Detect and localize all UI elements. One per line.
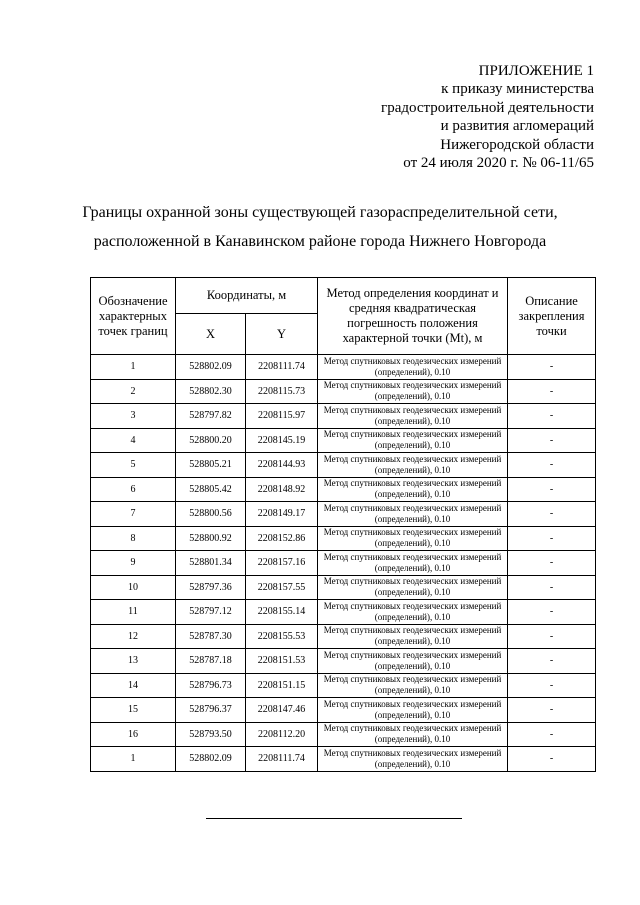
cell-method: Метод спутниковых геодезических измерений (определений), 0.10 xyxy=(318,551,508,576)
header-coordinates: Координаты, м xyxy=(176,278,318,314)
cell-method: Метод спутниковых геодезических измерений (определений), 0.10 xyxy=(318,722,508,747)
cell-x: 528800.56 xyxy=(176,502,246,527)
cell-description: - xyxy=(508,428,596,453)
appendix-header xyxy=(381,62,594,172)
footer-divider xyxy=(206,818,462,819)
table-row xyxy=(91,575,596,600)
coordinates-table xyxy=(90,277,596,772)
cell-description: - xyxy=(508,624,596,649)
cell-y: 2208151.53 xyxy=(246,649,318,674)
table-row xyxy=(91,624,596,649)
cell-description: - xyxy=(508,575,596,600)
table-row xyxy=(91,673,596,698)
appendix-line: от 24 июля 2020 г. № 06-11/65 xyxy=(403,155,594,172)
cell-description: - xyxy=(508,600,596,625)
cell-point: 1 xyxy=(91,747,176,772)
table-row xyxy=(91,722,596,747)
cell-y: 2208155.53 xyxy=(246,624,318,649)
header-y: Y xyxy=(246,314,318,355)
cell-y: 2208151.15 xyxy=(246,673,318,698)
cell-method: Метод спутниковых геодезических измерений (определений), 0.10 xyxy=(318,453,508,478)
header-description: Описание закрепления точки xyxy=(508,278,596,355)
document-title-line: расположенной в Канавинском районе города Нижнего Новгорода xyxy=(93,233,547,250)
cell-x: 528802.30 xyxy=(176,379,246,404)
cell-method: Метод спутниковых геодезических измерений (определений), 0.10 xyxy=(318,600,508,625)
table-row xyxy=(91,477,596,502)
cell-point: 10 xyxy=(91,575,176,600)
cell-method: Метод спутниковых геодезических измерений (определений), 0.10 xyxy=(318,355,508,380)
appendix-line: к приказу министерства xyxy=(441,81,594,98)
table-row xyxy=(91,355,596,380)
cell-point: 1 xyxy=(91,355,176,380)
cell-y: 2208152.86 xyxy=(246,526,318,551)
header-point: Обозначение характерных точек границ xyxy=(91,278,176,355)
cell-point: 14 xyxy=(91,673,176,698)
cell-x: 528796.37 xyxy=(176,698,246,723)
appendix-line: и развития агломераций xyxy=(440,118,594,135)
cell-x: 528801.34 xyxy=(176,551,246,576)
cell-x: 528802.09 xyxy=(176,747,246,772)
cell-x: 528787.30 xyxy=(176,624,246,649)
cell-method: Метод спутниковых геодезических измерений (определений), 0.10 xyxy=(318,428,508,453)
document-title xyxy=(0,198,640,256)
cell-description: - xyxy=(508,477,596,502)
cell-point: 6 xyxy=(91,477,176,502)
table-header xyxy=(91,278,596,355)
cell-x: 528793.50 xyxy=(176,722,246,747)
cell-y: 2208112.20 xyxy=(246,722,318,747)
cell-description: - xyxy=(508,673,596,698)
cell-point: 8 xyxy=(91,526,176,551)
appendix-line: градостроительной деятельности xyxy=(381,99,594,116)
cell-x: 528787.18 xyxy=(176,649,246,674)
cell-x: 528805.21 xyxy=(176,453,246,478)
appendix-line: ПРИЛОЖЕНИЕ 1 xyxy=(478,63,594,79)
table-row xyxy=(91,526,596,551)
cell-y: 2208149.17 xyxy=(246,502,318,527)
cell-x: 528797.82 xyxy=(176,404,246,429)
cell-method: Метод спутниковых геодезических измерений (определений), 0.10 xyxy=(318,477,508,502)
cell-y: 2208157.16 xyxy=(246,551,318,576)
table-row xyxy=(91,428,596,453)
cell-y: 2208144.93 xyxy=(246,453,318,478)
cell-point: 16 xyxy=(91,722,176,747)
table-row xyxy=(91,453,596,478)
table-row xyxy=(91,698,596,723)
cell-y: 2208155.14 xyxy=(246,600,318,625)
cell-description: - xyxy=(508,649,596,674)
table-row xyxy=(91,747,596,772)
cell-x: 528797.12 xyxy=(176,600,246,625)
table-row xyxy=(91,404,596,429)
cell-x: 528800.92 xyxy=(176,526,246,551)
cell-description: - xyxy=(508,502,596,527)
cell-x: 528800.20 xyxy=(176,428,246,453)
cell-point: 2 xyxy=(91,379,176,404)
cell-method: Метод спутниковых геодезических измерений (определений), 0.10 xyxy=(318,698,508,723)
document-title-line: Границы охранной зоны существующей газораспределительной сети, xyxy=(82,204,558,221)
cell-method: Метод спутниковых геодезических измерений (определений), 0.10 xyxy=(318,502,508,527)
cell-y: 2208145.19 xyxy=(246,428,318,453)
cell-y: 2208148.92 xyxy=(246,477,318,502)
cell-description: - xyxy=(508,698,596,723)
cell-x: 528796.73 xyxy=(176,673,246,698)
cell-y: 2208111.74 xyxy=(246,355,318,380)
cell-point: 15 xyxy=(91,698,176,723)
cell-y: 2208115.73 xyxy=(246,379,318,404)
table-row xyxy=(91,502,596,527)
cell-y: 2208111.74 xyxy=(246,747,318,772)
cell-description: - xyxy=(508,551,596,576)
cell-point: 12 xyxy=(91,624,176,649)
cell-method: Метод спутниковых геодезических измерений (определений), 0.10 xyxy=(318,624,508,649)
cell-point: 9 xyxy=(91,551,176,576)
cell-point: 4 xyxy=(91,428,176,453)
table-row xyxy=(91,551,596,576)
cell-method: Метод спутниковых геодезических измерений (определений), 0.10 xyxy=(318,747,508,772)
cell-x: 528797.36 xyxy=(176,575,246,600)
cell-description: - xyxy=(508,453,596,478)
cell-description: - xyxy=(508,526,596,551)
cell-description: - xyxy=(508,747,596,772)
table-row xyxy=(91,600,596,625)
header-method: Метод определения координат и средняя квадратическая погрешность положения характерной точки (Mt), м xyxy=(318,278,508,355)
table-row xyxy=(91,379,596,404)
cell-method: Метод спутниковых геодезических измерений (определений), 0.10 xyxy=(318,526,508,551)
header-x: X xyxy=(176,314,246,355)
cell-y: 2208157.55 xyxy=(246,575,318,600)
cell-description: - xyxy=(508,355,596,380)
table-body xyxy=(91,355,596,772)
cell-method: Метод спутниковых геодезических измерений (определений), 0.10 xyxy=(318,673,508,698)
cell-point: 5 xyxy=(91,453,176,478)
appendix-line: Нижегородской области xyxy=(440,136,594,153)
cell-x: 528805.42 xyxy=(176,477,246,502)
cell-point: 13 xyxy=(91,649,176,674)
cell-point: 7 xyxy=(91,502,176,527)
cell-x: 528802.09 xyxy=(176,355,246,380)
cell-description: - xyxy=(508,379,596,404)
cell-point: 11 xyxy=(91,600,176,625)
cell-method: Метод спутниковых геодезических измерений (определений), 0.10 xyxy=(318,575,508,600)
cell-method: Метод спутниковых геодезических измерений (определений), 0.10 xyxy=(318,379,508,404)
cell-y: 2208147.46 xyxy=(246,698,318,723)
cell-description: - xyxy=(508,404,596,429)
cell-method: Метод спутниковых геодезических измерений (определений), 0.10 xyxy=(318,649,508,674)
table-row xyxy=(91,649,596,674)
cell-point: 3 xyxy=(91,404,176,429)
cell-description: - xyxy=(508,722,596,747)
cell-method: Метод спутниковых геодезических измерений (определений), 0.10 xyxy=(318,404,508,429)
cell-y: 2208115.97 xyxy=(246,404,318,429)
